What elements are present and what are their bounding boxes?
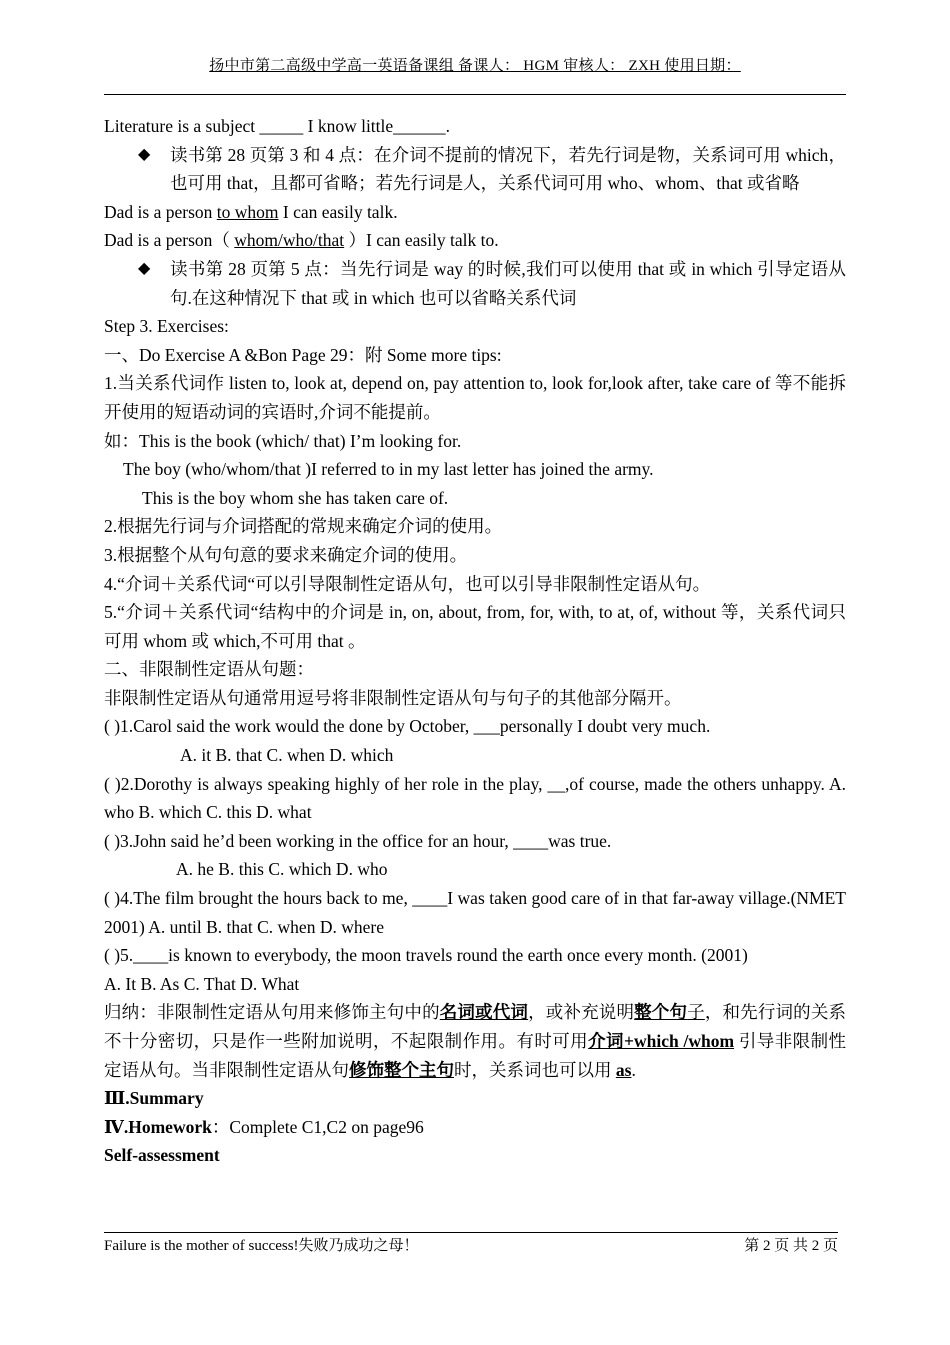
text-run: ，和先行词的关系不十分密切，只是作一些附加说明，不起限制作用。有时可用 — [104, 1002, 847, 1051]
text-run: 归纳：非限制性定语从句用来修饰主句中的 — [104, 1002, 440, 1023]
footer-rule — [104, 1232, 838, 1233]
emphasis-text: as — [615, 1059, 632, 1080]
page-footer — [104, 1234, 838, 1255]
section-heading: Step 3. Exercises: — [104, 316, 229, 337]
bullet-text: 读书第 28 页第 3 和 4 点：在介词不提前的情况下，若先行词是物，关系词可用 which，也可用 that，且都可省略；若先行词是人，关系代词可用 who、whom、that 或省略 — [170, 144, 846, 194]
homework-line — [104, 1113, 846, 1142]
question-2: ( )2.Dorothy is always speaking highly of her role in the play, __,of course, made the others unhappy. A. who B. which C. this D. what — [104, 773, 846, 823]
tip-text: 2.根据先行词与介词搭配的常规来确定介词的使用。 — [104, 516, 503, 537]
tip-text: 4.“介词＋关系代词“可以引导限制性定语从句，也可以引导非限制性定语从句。 — [104, 573, 711, 594]
section-heading: 一、Do Exercise A &Bon Page 29：附 Some more tips: — [104, 344, 502, 365]
question-1-options: A. it B. that C. when D. which — [180, 745, 394, 766]
section-heading: 二、非限制性定语从句题： — [104, 659, 314, 680]
bullet-text: 读书第 28 页第 5 点：当先行词是 way 的时候,我们可以使用 that 或 in which 引导定语从句.在这种情况下 that 或 in which 也可以省略关系代词 — [170, 258, 846, 308]
text-run: 时，关系词也可以用 — [454, 1059, 616, 1080]
text-run: ）I can easily talk to. — [344, 230, 499, 251]
tip-text: 1.当关系代词作 listen to, look at, depend on, pay attention to, look for,look after, take care of 等不能拆开使用的短语动词的宾语时,介词不能提前。 — [104, 373, 846, 422]
text-run: I can easily talk. — [278, 201, 398, 222]
example-line: 如：This is the book (which/ that) I’m looking for. — [104, 430, 462, 451]
page-header — [104, 54, 846, 75]
homework-label: Ⅳ.Homework — [104, 1116, 212, 1137]
example-line — [104, 198, 846, 227]
emphasis-text: 名词或代词 — [439, 1002, 529, 1023]
self-assessment-heading: Self-assessment — [104, 1145, 220, 1166]
document-body — [104, 112, 846, 1170]
footer-motto: Failure is the mother of success!失败乃成功之母！ — [104, 1238, 419, 1254]
tip-text: 非限制性定语从句通常用逗号将非限制性定语从句与句子的其他部分隔开。 — [104, 687, 682, 708]
emphasis-text: 介词+which /whom — [588, 1031, 735, 1051]
example-line: The boy (who/whom/that )I referred to in my last letter has joined the army. — [123, 459, 654, 480]
question-5: ( )5.____is known to everybody, the moon travels round the earth once every month. (2001) — [104, 945, 748, 966]
summary-note — [104, 998, 846, 1084]
text-run: ，或补充说明 — [528, 1002, 635, 1023]
question-1: ( )1.Carol said the work would the done by October, ___personally I doubt very much. — [104, 716, 711, 737]
example-line: This is the boy whom she has taken care of. — [142, 487, 449, 508]
tip-text: 5.“介词＋关系代词“结构中的介词是 in, on, about, from, for, with, to at, of, without 等，关系代词只可用 whom 或 which,不可用 that 。 — [104, 602, 846, 651]
emphasis-text: 修饰整个主句 — [349, 1059, 454, 1080]
page-number: 第 2 页 共 2 页 — [744, 1238, 838, 1254]
header-text: 扬中市第二高级中学高一英语备课组 备课人： HGM 审核人： ZXH 使用日期： — [209, 58, 741, 74]
bullet-note — [104, 255, 846, 312]
example-line: Literature is a subject _____ I know little______. — [104, 116, 451, 136]
text-run: . — [631, 1059, 636, 1080]
underlined-text: whom/who/that — [234, 230, 345, 251]
question-5-options: A. It B. As C. That D. What — [104, 973, 300, 994]
emphasis-text: 整个句 — [634, 1002, 688, 1023]
tip-text: 3.根据整个从句句意的要求来确定介词的使用。 — [104, 544, 468, 565]
question-3: ( )3.John said he’d been working in the office for an hour, ____was true. — [104, 830, 612, 851]
question-4: ( )4.The film brought the hours back to me, ____I was taken good care of in that far-away village.(NMET 2001) A. until B. that C. when D. where — [104, 888, 846, 937]
question-3-options: A. he B. this C. which D. who — [176, 859, 388, 880]
header-rule — [104, 94, 846, 95]
underlined-text: 子 — [687, 1002, 705, 1023]
text-run: Dad is a person — [104, 201, 217, 222]
text-run: Dad is a person（ — [104, 230, 235, 251]
bullet-note — [104, 141, 846, 198]
underlined-text: to whom — [216, 201, 279, 222]
summary-heading: Ⅲ.Summary — [104, 1088, 204, 1109]
homework-text: ：Complete C1,C2 on page96 — [211, 1116, 424, 1137]
diamond-bullet-icon: ◆ — [138, 145, 151, 163]
text-run: 引导非限制性定语从句。当非限制性定语从句 — [104, 1031, 847, 1080]
diamond-bullet-icon: ◆ — [138, 259, 151, 277]
example-line — [104, 226, 846, 255]
